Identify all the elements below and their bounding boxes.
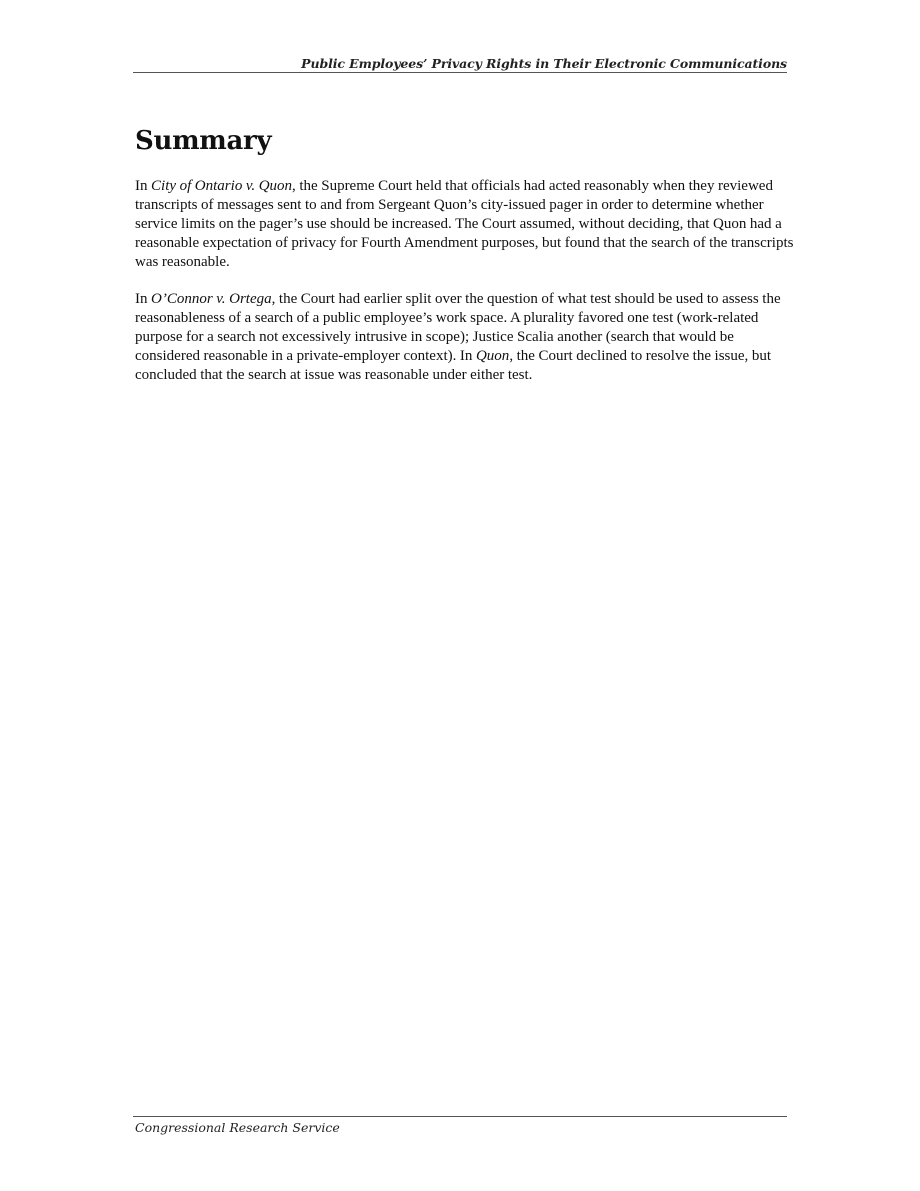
summary-paragraph-1 (135, 177, 795, 272)
section-title: Summary (135, 126, 272, 156)
paragraph-text: , the Court had earlier split over the question of what test should be used to assess the reasonableness of a search of a public employee’s work space. A plurality favored one test (work-related purpose for a search not excessively intrusive in scope); Justice Scalia another (search that would be considered reasonable in a private-employer context). In (135, 291, 781, 364)
footer-divider (133, 1116, 787, 1117)
summary-paragraph-2 (135, 290, 795, 385)
case-name: O’Connor v. Ortega (151, 291, 272, 307)
case-name: Quon (475, 348, 510, 364)
paragraph-text: In (135, 178, 152, 194)
case-name: City of Ontario v. Quon (151, 178, 293, 194)
running-footer-source: Congressional Research Service (135, 1120, 340, 1135)
paragraph-text: , the Court declined to resolve the issue, but concluded that the search at issue was reasonable under either test. (135, 348, 771, 383)
paragraph-text: , the Supreme Court held that officials had acted reasonably when they reviewed transcripts of messages sent to and from Sergeant Quon’s city-issued pager in order to determine whether service limits on the pager’s use should be increased. The Court assumed, without deciding, that Quon had a reasonable expectation of privacy for Fourth Amendment purposes, but found that the search of the transcripts was reasonable. (135, 178, 794, 270)
running-header-title: Public Employees’ Privacy Rights in Their Electronic Communications (301, 56, 787, 71)
header-divider (133, 72, 787, 73)
paragraph-text: In (135, 291, 152, 307)
